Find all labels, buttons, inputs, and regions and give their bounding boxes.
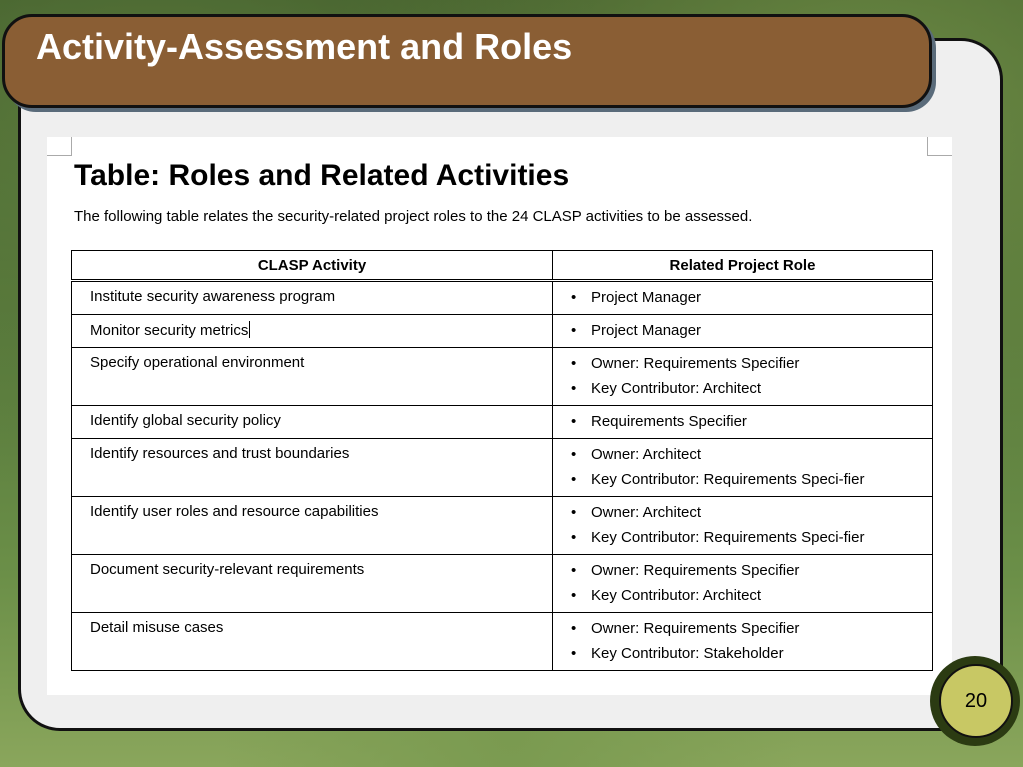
role-list [571, 321, 922, 341]
document-subheading: The following table relates the security-related project roles to the 24 CLASP activities to be assessed. [74, 208, 753, 225]
role-item: • Requirements Specifier [571, 412, 922, 432]
activity-cell [72, 281, 553, 315]
activity-text: Identify resources and trust boundaries [90, 445, 350, 462]
text-cursor [249, 321, 250, 338]
role-list [571, 412, 922, 432]
activity-text: Monitor security metrics [90, 322, 249, 339]
role-item: • Key Contributor: Architect [571, 379, 922, 399]
role-item: • Key Contributor: Stakeholder [571, 644, 922, 664]
activity-text: Identify global security policy [90, 412, 281, 429]
slide-title: Activity-Assessment and Roles [36, 26, 573, 67]
activity-cell [72, 348, 553, 406]
role-item: • Owner: Requirements Specifier [571, 619, 922, 639]
activity-text: Detail misuse cases [90, 619, 224, 636]
activity-cell [72, 497, 553, 555]
table-row [72, 497, 933, 555]
activity-text: Identify user roles and resource capabilities [90, 503, 379, 520]
table-row [72, 439, 933, 497]
role-list [571, 288, 922, 308]
activity-text: Institute security awareness program [90, 288, 336, 305]
role-item: • Key Contributor: Requirements Speci-fier [571, 470, 922, 490]
document-heading: Table: Roles and Related Activities [74, 159, 570, 192]
table-row [72, 281, 933, 315]
role-cell [553, 439, 933, 497]
table-row [72, 348, 933, 406]
role-item: • Project Manager [571, 288, 922, 308]
role-cell [553, 281, 933, 315]
role-cell [553, 497, 933, 555]
page-corner-mark-right [927, 137, 952, 156]
table-row [72, 406, 933, 439]
role-item: • Key Contributor: Architect [571, 586, 922, 606]
column-header-activity: CLASP Activity [72, 251, 553, 281]
activity-text: Document security-relevant requirements [90, 561, 365, 578]
activity-cell [72, 439, 553, 497]
table-row [72, 555, 933, 613]
role-item: • Owner: Requirements Specifier [571, 354, 922, 374]
role-item: • Project Manager [571, 321, 922, 341]
role-list [571, 354, 922, 399]
column-header-role: Related Project Role [553, 251, 933, 281]
role-item: • Owner: Architect [571, 503, 922, 523]
activity-cell [72, 555, 553, 613]
role-cell [553, 555, 933, 613]
page-corner-mark-left [47, 137, 72, 156]
role-cell [553, 315, 933, 348]
role-cell [553, 348, 933, 406]
role-item: • Owner: Architect [571, 445, 922, 465]
activity-cell [72, 613, 553, 671]
page-number-badge [930, 656, 1020, 746]
role-list [571, 503, 922, 548]
table-row [72, 315, 933, 348]
document-page [47, 137, 952, 695]
role-cell [553, 613, 933, 671]
roles-table [71, 250, 933, 671]
activity-cell [72, 315, 553, 348]
table-header-row [72, 251, 933, 281]
page-number: 20 [939, 664, 1013, 738]
role-list [571, 445, 922, 490]
role-item: • Owner: Requirements Specifier [571, 561, 922, 581]
activity-cell [72, 406, 553, 439]
activity-text: Specify operational environment [90, 354, 305, 371]
role-item: • Key Contributor: Requirements Speci-fier [571, 528, 922, 548]
role-cell [553, 406, 933, 439]
table-row [72, 613, 933, 671]
role-list [571, 561, 922, 606]
role-list [571, 619, 922, 664]
